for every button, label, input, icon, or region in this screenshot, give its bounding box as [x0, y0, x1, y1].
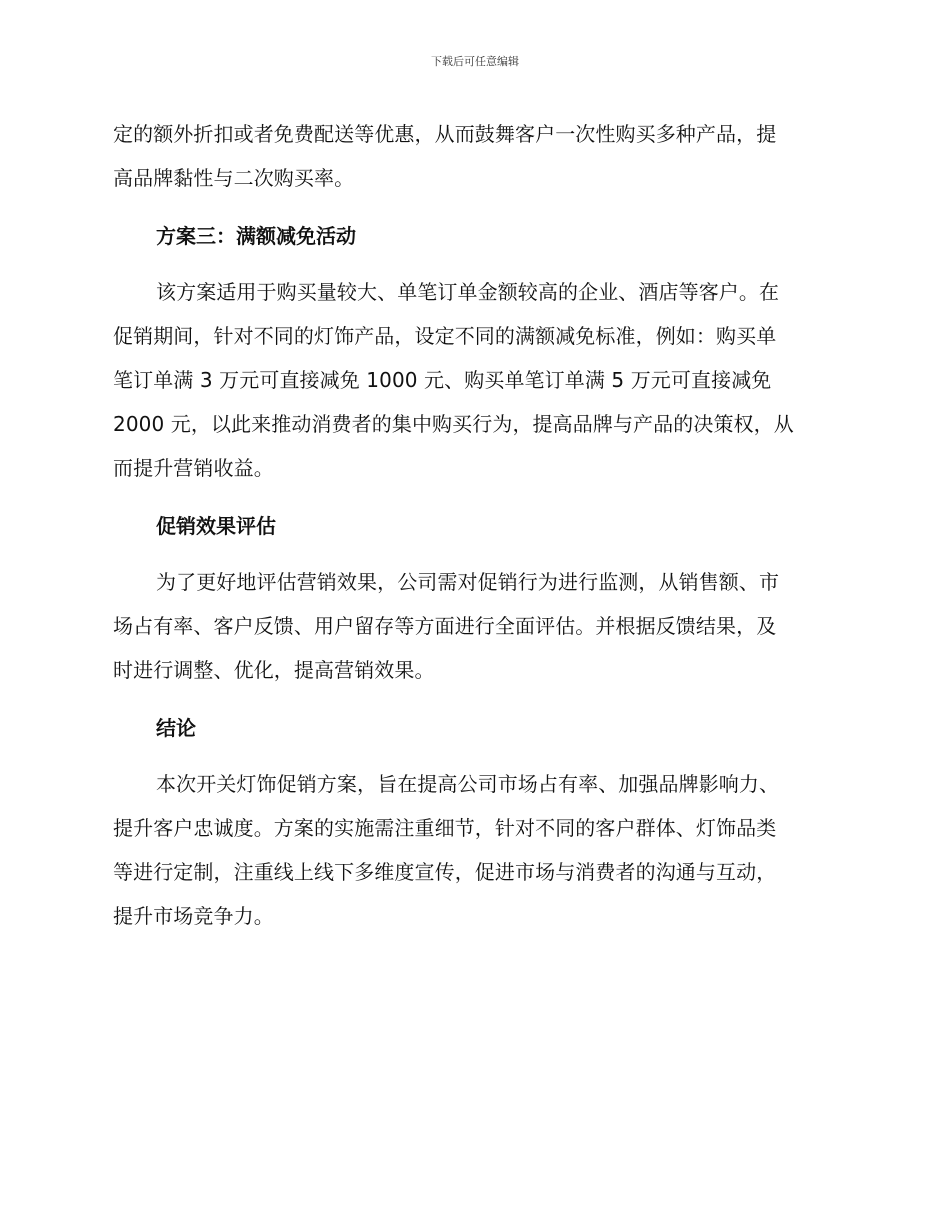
- section-heading-conclusion: 结论: [156, 716, 196, 740]
- section-paragraph-evaluation: [113, 560, 841, 692]
- section-paragraph-plan-three: [113, 270, 841, 490]
- intro-paragraph: [113, 112, 841, 200]
- text-line: 场占有率、客户反馈、用户留存等方面进行全面评估。并根据反馈结果，及: [113, 614, 777, 638]
- text-line: 定的额外折扣或者免费配送等优惠，从而鼓舞客户一次性购买多种产品，提: [113, 122, 777, 146]
- text-line: 时进行调整、优化，提高营销效果。: [113, 658, 435, 682]
- section-heading-evaluation: 促销效果评估: [156, 514, 276, 538]
- text-line: 促销期间，针对不同的灯饰产品，设定不同的满额减免标准，例如：购买单: [113, 324, 777, 348]
- page-header: 下载后可任意编辑: [431, 55, 519, 68]
- text-line: 为了更好地评估营销效果，公司需对促销行为进行监测，从销售额、市: [156, 570, 780, 594]
- text-line: 该方案适用于购买量较大、单笔订单金额较高的企业、酒店等客户。在: [156, 280, 780, 304]
- text-line: 提升市场竞争力。: [113, 904, 274, 928]
- document-body: [113, 112, 841, 938]
- text-line: 提升客户忠诚度。方案的实施需注重细节，针对不同的客户群体、灯饰品类: [113, 816, 777, 840]
- text-line: 高品牌黏性与二次购买率。: [113, 166, 355, 190]
- section-heading-plan-three: 方案三：满额减免活动: [156, 224, 356, 248]
- text-line: 等进行定制，注重线上线下多维度宣传，促进市场与消费者的沟通与互动，: [113, 860, 777, 884]
- text-line: 而提升营销收益。: [113, 456, 274, 480]
- section-paragraph-conclusion: [113, 762, 841, 938]
- text-line: 2000 元，以此来推动消费者的集中购买行为，提高品牌与产品的决策权，从: [113, 412, 794, 436]
- text-line: 笔订单满 3 万元可直接减免 1000 元、购买单笔订单满 5 万元可直接减免: [113, 368, 772, 392]
- text-line: 本次开关灯饰促销方案，旨在提高公司市场占有率、加强品牌影响力、: [156, 772, 780, 796]
